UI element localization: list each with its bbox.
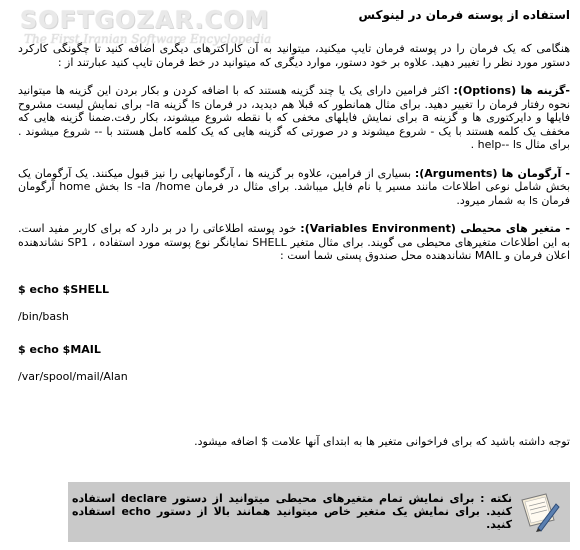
command-mail: $ echo $MAIL: [18, 342, 101, 356]
tip-text: نکته : برای نمایش تمام متغیرهای محیطی میتوانید از دستور declare استفاده کنید. برای نمایش یک متغیر خاص میتوانید همانند بالا از دستور echo استفاده کنید.: [72, 492, 513, 531]
output-shell: /bin/bash: [18, 309, 69, 323]
tip-box: [68, 482, 570, 542]
options-paragraph: [18, 84, 570, 152]
env-body: خود پوسته اطلاعاتی را در بر دارد که برای کاربر مفید است. به این اطلاعات متغیرهای محیطی می گویند. برای مثال متغیر SHELL نمایانگر نوع پوسته مورد استفاده ، SP1 نشاندهنده اعلان فرمان و MAIL نشاندهنده محل صندوق پستی شما است :: [18, 222, 571, 262]
arguments-body: بسیاری از فرامین، علاوه بر گزینه ها ، آرگومانهایی را نیز قبول میکنند. یک آرگومان یک بخش شامل نوعی اطلاعات مانند مسیر یا نام فایل میباشد. برای مثال در فرمان ls -la /home بخش home آرگومان فرمان ls به شمار میرود.: [18, 166, 571, 207]
env-heading: - متغیر های محیطی (Variables Environment):: [300, 222, 570, 235]
command-shell: $ echo $SHELL: [18, 282, 109, 296]
options-heading: -گزینه ها (Options):: [453, 84, 571, 97]
code-examples: [18, 283, 570, 383]
env-paragraph: [18, 222, 570, 263]
watermark-logo: SOFTGOZAR.COM: [20, 6, 270, 34]
watermark-tagline: The First Iranian Software Encyclopedia: [24, 32, 272, 46]
arguments-heading: - آرگومان ها (Arguments):: [414, 166, 570, 180]
closing-note: توجه داشته باشید که برای فراخوانی متغیر ها به ابتدای آنها علامت $ اضافه میشود.: [194, 434, 570, 448]
article: [18, 8, 570, 448]
pencil-note-icon: [516, 490, 560, 534]
options-body: اکثر فرامین دارای یک یا چند گزینه هستند که با اضافه کردن و بکار بردن این گزینه ها میتوانید نحوه رفتار فرمان را تغییر دهید. برای مثال همانطور که قبلا هم دیدید، در فرمان ls گزینه la- برای نمایش لیست مشروح فایلها و دایرکتوری ها و گزینه a برای نمایش فایلهای مخفی که با نقطه شروع میشوند، بکار رفت.ضمنا گزینه هایی که مخفف یک کلمه هستند با یک - شروع میشوند و در صورتی که گزینه هایی که یک کلمه کامل هستند با -- شروع میشوند . برای مثال help-- ls .: [18, 84, 571, 151]
article-title: استفاده از پوسته فرمان در لینوکس: [358, 8, 570, 22]
intro-paragraph: هنگامی که یک فرمان را در پوسته فرمان تایپ میکنید، میتوانید به آن کاراکترهای دیگری اضافه کنید تا چگونگی کارکرد دستور مورد نظر را تغییر دهید. علاوه بر خود دستور، موارد دیگری که میتوانید در خط فرمان تایپ کنید عبارتند از :: [18, 42, 570, 69]
arguments-paragraph: [18, 167, 570, 208]
output-mail: /var/spool/mail/Alan: [18, 369, 128, 383]
